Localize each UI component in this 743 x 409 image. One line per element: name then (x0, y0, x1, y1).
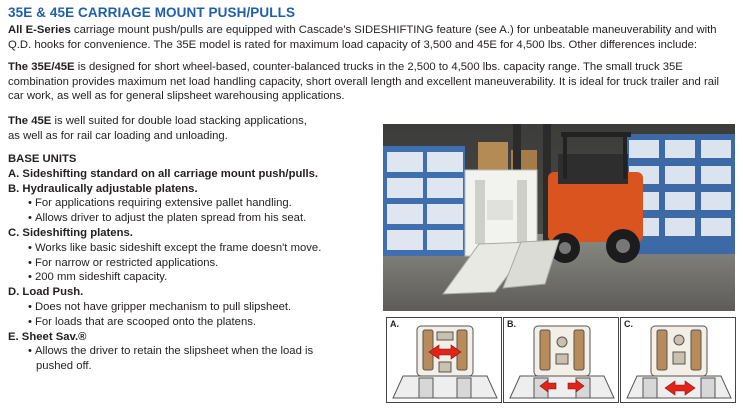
diagram-b-drawing (504, 318, 620, 404)
list-item: • 200 mm sideshift capacity. (28, 271, 168, 284)
list-item: • Allows driver to adjust the platen spread from his seat. (28, 212, 307, 225)
unit-c-title: C. Sideshifting platens. (8, 226, 133, 239)
list-item: • For narrow or restricted applications. (28, 256, 219, 269)
forklift-illustration (383, 124, 735, 311)
45e-line1: is well suited for double load stacking applications, (51, 115, 307, 127)
diagram-c-label: C. (624, 319, 633, 329)
diagram-a-label: A. (390, 319, 399, 329)
page-title: 35E & 45E CARRIAGE MOUNT PUSH/PULLS (8, 5, 296, 20)
intro-line2: Q.D. hooks for convenience. The 35E model is rated for maximum load capacity of 3,500 and 45E for 4,500 lbs. Other differences include: (8, 38, 698, 51)
intro-line1: carriage mount push/pulls are equipped with Cascade's SIDESHIFTING feature (see A.) for unbeatable maneuverability and with (70, 24, 717, 36)
list-item: • For loads that are scooped onto the platens. (28, 315, 257, 328)
model-lead: The 35E/45E (8, 61, 75, 73)
model-line2: combination provides maximum net load handling capacity, short overall length and excellent maneuverability. It is ideal for truck trailer and rail (8, 75, 720, 88)
diagram-c-drawing (621, 318, 737, 404)
intro-paragraph (8, 23, 735, 52)
base-units-list (8, 152, 348, 374)
list-item: • Allows the driver to retain the slipsheet when the load is (28, 345, 314, 358)
diagram-c (620, 317, 736, 403)
stacked-cases-left (383, 146, 465, 256)
intro-lead: All E-Series (8, 24, 71, 36)
list-item: • For applications requiring extensive pallet handling. (28, 197, 292, 210)
unit-a-title: A. Sideshifting standard on all carriage mount push/pulls. (8, 167, 319, 180)
model-paragraph (8, 60, 735, 104)
list-item-continuation: pushed off. (36, 360, 92, 373)
model-line3: car work, as well as for general slipsheet warehousing applications. (8, 90, 345, 102)
forklift-photo (383, 124, 735, 311)
diagram-a-drawing (387, 318, 503, 404)
list-item: • Does not have gripper mechanism to pull slipsheet. (28, 300, 292, 313)
45e-paragraph (8, 114, 338, 143)
unit-e-title: E. Sheet Sav.® (8, 330, 87, 343)
diagram-b (503, 317, 619, 403)
45e-line2: as well as for rail car loading and unloading. (8, 129, 228, 142)
base-units-heading: BASE UNITS (8, 153, 77, 165)
list-item: • Works like basic sideshift except the frame doesn't move. (28, 241, 322, 254)
model-line1: is designed for short wheel-based, counter-balanced trucks in the 2,500 to 4,500 lbs. capacity range. The small truck 35E (74, 61, 683, 73)
45e-lead: The 45E (8, 115, 52, 127)
diagram-b-label: B. (507, 319, 516, 329)
unit-d-title: D. Load Push. (8, 286, 84, 299)
diagram-a (386, 317, 502, 403)
unit-b-title: B. Hydraulically adjustable platens. (8, 182, 198, 195)
